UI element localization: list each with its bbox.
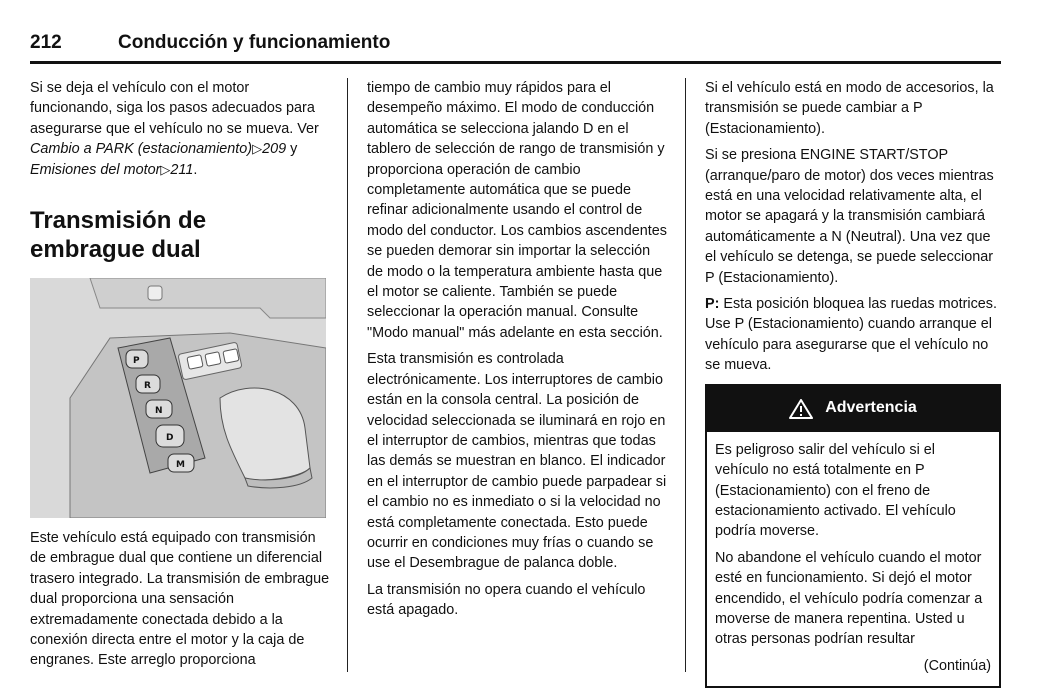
warning-title: Advertencia — [825, 399, 917, 417]
paragraph: Si se presiona ENGINE START/STOP (arranque/paro de motor) dos veces mientras está en una velocidad relativamente alta, el motor se apagará y la transmisión cambiará automáticamente a N (Neutral). Una vez que el vehículo se detenga, se puede seleccionar P (Estacionamiento). — [705, 147, 994, 286]
paragraph: tiempo de cambio muy rápidos para el desempeño máximo. El modo de conducción automática se selecciona jalando D en el tablero de selección de rango de transmisión y proporciona operación de cambio completamente automática que se puede refinar adicionalmente usando el control de modo del conductor. Los cambios ascendentes se pueden demorar sin importar la selección de modo o la temperatura ambiente hasta que el motor se caliente. También se puede seleccionar la operación manual. Consulte "Modo manual" más adelante en esta sección. — [367, 80, 667, 341]
column-divider — [685, 78, 686, 672]
body-paragraph: Este vehículo está equipado con transmisión de embrague dual que contiene un diferencial trasero integrado. La transmisión de embrague dual proporciona una sensación extremadamente conectada debido a la conexión directa entre el motor y la caja de engranes. Este arreglo proporciona — [30, 530, 330, 669]
warning-paragraph: Es peligroso salir del vehículo si el vehículo no está totalmente en P (Estacionamiento) con el freno de estacionamiento activado. El vehículo podría moverse. — [715, 441, 956, 540]
shift-label-d: D — [166, 433, 174, 444]
column-divider — [347, 78, 348, 672]
page-header — [30, 30, 1000, 60]
shift-label-r: R — [144, 381, 151, 392]
heading-dual-clutch: Transmisión de embrague dual — [30, 207, 207, 264]
column-3 — [705, 78, 1001, 688]
triangle-right-icon: ▷ — [160, 161, 171, 177]
shift-label-n: N — [155, 406, 163, 417]
shift-label-p: P — [133, 356, 140, 367]
column-2 — [367, 78, 667, 627]
header-rule — [30, 61, 1001, 64]
ref-page-park[interactable]: 209 — [262, 141, 287, 158]
park-label: P: — [705, 296, 720, 313]
ref-link-emissions[interactable]: Emisiones del motor — [30, 161, 161, 178]
shift-button-r — [136, 375, 160, 393]
warning-header — [707, 386, 999, 432]
warning-box — [705, 384, 1001, 688]
paragraph-park — [705, 294, 1001, 376]
ref-end: . — [193, 161, 198, 178]
shift-label-m: M — [176, 460, 185, 471]
shift-button-d — [156, 425, 184, 447]
warning-triangle-icon — [789, 399, 813, 419]
paragraph: Esta transmisión es controlada electrónicamente. Los interruptores de cambio están en la consola central. La posición de velocidad seleccionada se iluminará en rojo en el interruptor de cambios, mientras que todas las demás se muestran en blanco. El indicador en el interruptor de cambio puede parpadear si el cambio no es inmediato o si la velocidad no está completamente conectada. Esto puede ocurrir en condiciones muy frías o cuando se use el Desembrague de palanca doble. — [367, 351, 667, 572]
page-number: 212 — [30, 32, 62, 53]
section-title: Conducción y funcionamiento — [118, 32, 391, 53]
shift-button-m — [168, 454, 194, 472]
gear-selector-illustration — [30, 278, 326, 518]
ref-page-emissions[interactable]: 211 — [170, 161, 194, 178]
column-1 — [30, 78, 330, 677]
ref-connector: y — [286, 141, 298, 158]
shift-button-n — [146, 400, 172, 418]
ref-link-park[interactable]: Cambio a PARK (estacionamiento) — [30, 141, 253, 158]
continued-label: (Continúa) — [923, 657, 991, 674]
warning-paragraph: No abandone el vehículo cuando el motor esté en funcionamiento. Si dejó el motor encendido, el vehículo podría comenzar a moverse de manera repentina. Usted u otras personas podrían resultar — [715, 549, 983, 648]
paragraph: La transmisión no opera cuando el vehículo está apagado. — [367, 581, 646, 619]
intro-paragraph — [30, 78, 330, 180]
park-text: Esta posición bloquea las ruedas motrices. Use P (Estacionamiento) cuando arranque el vehículo para asegurarse que el vehículo no se mueva. — [705, 296, 997, 374]
paragraph: Si el vehículo está en modo de accesorios, la transmisión se puede cambiar a P (Estacionamiento). — [705, 80, 994, 137]
shift-button-p — [126, 350, 148, 368]
intro-text: Si se deja el vehículo con el motor funcionando, siga los pasos adecuados para asegurarse que el vehículo no se mueva. Ver — [30, 80, 319, 137]
triangle-right-icon: ▷ — [252, 141, 263, 157]
warning-body — [707, 432, 999, 686]
